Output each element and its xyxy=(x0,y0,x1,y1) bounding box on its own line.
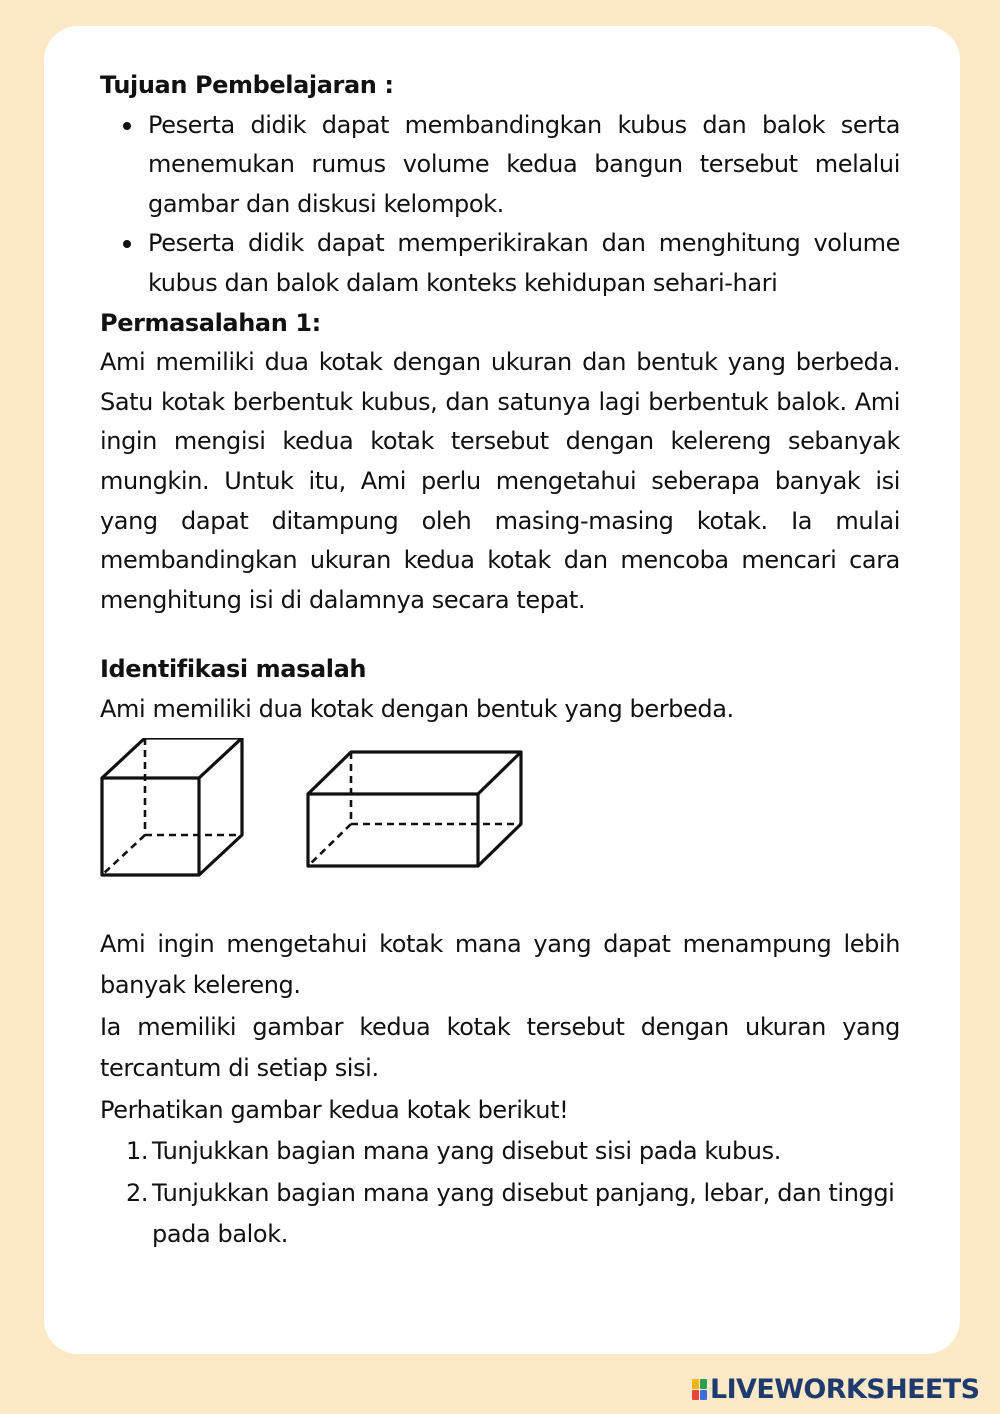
logo-block-1 xyxy=(692,1379,699,1389)
task-number-2: 2. xyxy=(126,1178,149,1207)
logo-block-4 xyxy=(700,1390,707,1400)
task-item-2 xyxy=(126,1173,900,1256)
liveworksheets-logo-icon xyxy=(692,1379,708,1401)
identifikasi-para-2: Ia memiliki gambar kedua kotak tersebut dengan ukuran yang tercantum di setiap sisi. xyxy=(100,1012,900,1082)
logo-block-2 xyxy=(700,1379,707,1389)
liveworksheets-wordmark: LIVEWORKSHEETS xyxy=(710,1374,980,1405)
identifikasi-para-3: Perhatikan gambar kedua kotak berikut! xyxy=(100,1095,569,1124)
cuboid-drawing xyxy=(308,752,521,866)
tujuan-item-1: Peserta didik dapat membandingkan kubus dan balok serta menemukan rumus volume kedua bangun tersebut melalui gambar dan diskusi kelompok. xyxy=(148,106,900,225)
tujuan-heading: Tujuan Pembelajaran : xyxy=(100,71,394,99)
permasalahan-heading: Permasalahan 1: xyxy=(100,308,321,337)
shapes-figure xyxy=(100,738,900,914)
task-number-1: 1. xyxy=(126,1137,149,1165)
worksheet-content xyxy=(100,66,900,1256)
identifikasi-heading: Identifikasi masalah xyxy=(100,655,367,684)
task-list xyxy=(100,1131,900,1256)
task-item-1 xyxy=(126,1131,900,1173)
liveworksheets-brand[interactable] xyxy=(692,1372,992,1408)
identifikasi-intro: Ami memiliki dua kotak dengan bentuk yang berbeda. xyxy=(100,694,734,723)
permasalahan-text: Ami memiliki dua kotak dengan ukuran dan bentuk yang berbeda. Satu kotak berbentuk kubus, dan satunya lagi berbentuk balok. Ami ingin mengisi kedua kotak tersebut dengan kelereng sebanyak mungkin. Untuk itu, Ami perlu mengetahui seberapa banyak isi yang dapat ditampung oleh masing-masing kotak. Ia mulai membandingkan ukuran kedua kotak dan mencoba mencari cara menghitung isi di dalamnya secara tepat. xyxy=(100,348,900,614)
identifikasi-para-1: Ami ingin mengetahui kotak mana yang dapat menampung lebih banyak kelereng. xyxy=(100,929,900,999)
task-text-1: Tunjukkan bagian mana yang disebut sisi pada kubus. xyxy=(152,1137,781,1165)
tujuan-list xyxy=(100,106,900,304)
shapes-svg xyxy=(100,738,900,914)
task-text-2: Tunjukkan bagian mana yang disebut panjang, lebar, dan tinggi pada balok. xyxy=(152,1178,895,1248)
cube-drawing xyxy=(102,738,242,875)
tujuan-item-2: Peserta didik dapat memperikirakan dan menghitung volume kubus dan balok dalam konteks kehidupan sehari-hari xyxy=(148,224,900,303)
logo-block-3 xyxy=(692,1390,699,1400)
